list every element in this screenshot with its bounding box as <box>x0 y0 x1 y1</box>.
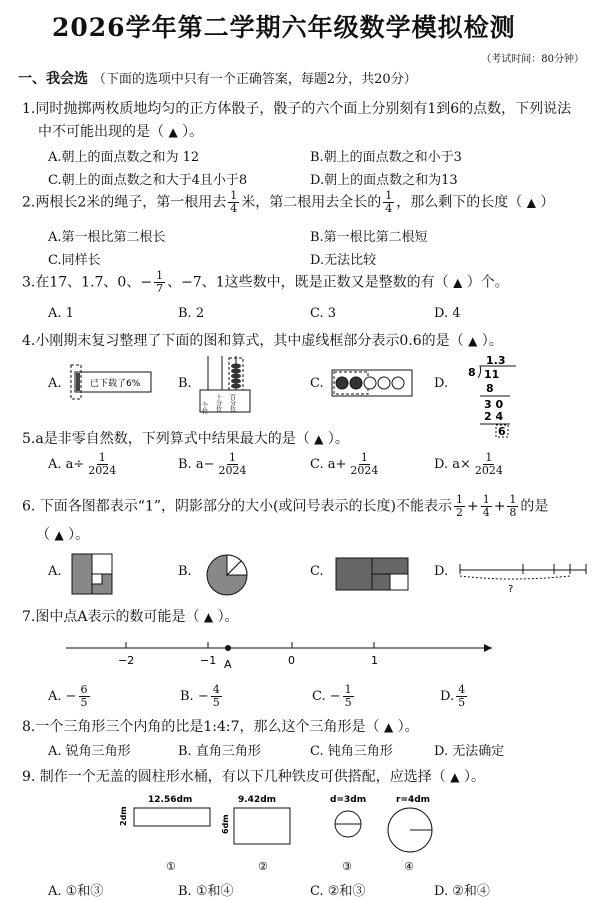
q5-option-d: D. a× $\frac{1}{2024}$ <box>434 451 503 477</box>
q4-option-b: B. <box>178 376 192 391</box>
svg-text:11: 11 <box>484 368 500 381</box>
q4-stem: 4.小刚期末复习整理了下面的图和算式，其中虚线框部分表示0.6的是（ ▲ ）。 <box>22 333 503 349</box>
svg-text:9.42dm: 9.42dm <box>238 795 277 805</box>
q6-stem-line1: 6. 下面各图都表示“1”，阴影部分的大小(或问号表示的长度)不能表示 $\frac{1}{2}$ + $\frac{1}{4}$ + $\frac{1}{8}$ 的是 <box>22 493 549 519</box>
q4-option-c: C. <box>310 376 324 391</box>
q1-option-d: D.朝上的面点数之和为13 <box>310 173 458 188</box>
q4-figure-a-text: 已下载了6% <box>90 379 141 389</box>
q9-label-2: ② <box>258 860 268 873</box>
q8-option-d: D. 无法确定 <box>434 744 505 759</box>
svg-text:个位: 个位 <box>200 402 208 414</box>
q6-option-c: C. <box>310 564 324 579</box>
q9-stem: 9. 制作一个无盖的圆柱形水桶，有以下几种铁皮可供搭配，应选择（ ▲ ）。 <box>22 769 485 785</box>
q2-option-a: A.第一根比第二根长 <box>48 230 166 245</box>
q4-figure-long-division <box>462 352 524 438</box>
answer-marker: ▲ <box>383 720 394 734</box>
q7-tick-label: 1 <box>371 654 378 667</box>
q2-fraction-2: $\frac{1}{4}$ <box>385 189 393 215</box>
q1-stem-line2: 中不可能出现的是（ ▲ ）。 <box>38 124 204 140</box>
q8-option-b: B. 直角三角形 <box>178 744 261 759</box>
svg-text:百分位: 百分位 <box>228 394 236 412</box>
q5-option-a: A. a÷ $\frac{1}{2024}$ <box>48 451 117 477</box>
q5-stem: 5.a是非零自然数，下列算式中结果最大的是（ ▲ ）。 <box>22 431 349 447</box>
exam-time-note: （考试时间：80分钟） <box>481 54 584 65</box>
q1-option-b: B.朝上的面点数之和小于3 <box>310 150 462 165</box>
q1-option-c: C.朝上的面点数之和大于4且小于8 <box>48 173 248 188</box>
answer-marker: ▲ <box>526 195 536 210</box>
q7-tick-label: −2 <box>118 654 135 667</box>
q7-number-line <box>60 636 500 672</box>
q5-option-b: B. a− $\frac{1}{2024}$ <box>178 451 247 477</box>
svg-text:2 4: 2 4 <box>484 410 504 423</box>
answer-marker: ▲ <box>314 432 324 446</box>
q2-option-c: C.同样长 <box>48 253 101 268</box>
svg-text:3 0: 3 0 <box>484 398 504 411</box>
q4-figure-abacus <box>196 352 254 414</box>
answer-marker: ▲ <box>54 528 64 542</box>
svg-text:d=3dm: d=3dm <box>330 795 367 805</box>
q7-option-c: C. − $\frac{1}{5}$ <box>312 683 352 709</box>
q6-option-b: B. <box>178 564 192 579</box>
svg-text:?: ? <box>508 584 514 595</box>
svg-text:12.56dm: 12.56dm <box>148 795 193 805</box>
q3-stem: 3.在17、1.7、0、− $\frac{1}{7}$ 、−7、1这些数中，既是正数又是整数的有（ ▲ ）个。 <box>22 269 509 295</box>
svg-text:十分位: 十分位 <box>214 394 222 412</box>
answer-marker: ▲ <box>168 125 178 139</box>
answer-marker: ▲ <box>450 770 460 784</box>
q4-option-a: A. <box>48 376 62 391</box>
q3-fraction: $\frac{1}{7}$ <box>156 269 164 295</box>
q3-option-d: D. 4 <box>434 306 461 321</box>
answer-marker: ▲ <box>453 275 463 290</box>
q7-tick-label: −1 <box>200 654 217 667</box>
q9-option-a: A. ①和③ <box>48 884 104 899</box>
q6-figure-square <box>70 552 114 596</box>
svg-text:8: 8 <box>468 366 476 379</box>
svg-text:2dm: 2dm <box>119 806 128 826</box>
page-title: 2026学年第二学期六年级数学模拟检测 <box>52 13 516 42</box>
q2-fraction-1: $\frac{1}{4}$ <box>230 189 238 215</box>
q3-option-a: A. 1 <box>48 306 74 321</box>
q1-stem-line1: 1.同时抛掷两枚质地均匀的正方体骰子，骰子的六个面上分别刻有1到6的点数，下列说法 <box>22 101 572 117</box>
q9-option-c: C. ②和③ <box>310 884 366 899</box>
q9-label-3: ③ <box>342 860 352 873</box>
q9-label-4: ④ <box>404 860 414 873</box>
q4-figure-progress-bar <box>68 362 154 402</box>
q5-option-c: C. a+ $\frac{1}{2024}$ <box>310 451 379 477</box>
section-title: 一、我会选 <box>18 71 88 87</box>
q1-option-a: A.朝上的面点数之和为 12 <box>48 150 200 165</box>
q6-figure-circle <box>204 552 250 598</box>
q7-point-label: A <box>224 658 232 671</box>
q6-option-d: D. <box>434 564 449 579</box>
section-note: （下面的选项中只有一个正确答案，每题2分，共20分） <box>92 72 417 87</box>
svg-text:6dm: 6dm <box>221 814 230 834</box>
q9-sheet-options-figure <box>112 792 462 874</box>
svg-text:1.3: 1.3 <box>486 354 506 367</box>
svg-text:6: 6 <box>498 425 506 438</box>
q8-option-c: C. 钝角三角形 <box>310 744 393 759</box>
q6-figure-rectangle <box>334 556 410 592</box>
q7-option-a: A. − $\frac{6}{5}$ <box>48 683 88 709</box>
svg-text:r=4dm: r=4dm <box>396 795 431 805</box>
answer-marker: ▲ <box>203 610 214 624</box>
q2-option-b: B.第一根比第二根短 <box>310 230 428 245</box>
answer-marker: ▲ <box>468 334 478 348</box>
q8-option-a: A. 锐角三角形 <box>48 744 131 759</box>
q6-option-a: A. <box>48 564 62 579</box>
q8-stem: 8.一个三角形三个内角的比是1:4:7，那么这个三角形是（ ▲ ）。 <box>22 719 419 735</box>
svg-text:8: 8 <box>486 382 494 395</box>
q6-figure-segment <box>456 560 590 596</box>
q3-option-b: B. 2 <box>178 306 205 321</box>
section-heading <box>18 68 417 88</box>
q4-option-d: D. <box>434 376 449 391</box>
q3-option-c: C. 3 <box>310 306 337 321</box>
q6-stem-line2: （ ▲ ）。 <box>36 527 90 543</box>
q2-stem: 2.两根长2米的绳子，第一根用去 $\frac{1}{4}$ 米，第二根用去全长的 $\frac{1}{4}$ ，那么剩下的长度（ ▲ ） <box>22 189 555 215</box>
q7-option-b: B. − $\frac{4}{5}$ <box>180 683 220 709</box>
q2-option-d: D.无法比较 <box>310 253 377 268</box>
q9-label-1: ① <box>166 860 176 873</box>
q7-option-d: D. $\frac{4}{5}$ <box>440 683 466 709</box>
q9-option-b: B. ①和④ <box>178 884 234 899</box>
q4-figure-circles <box>330 368 414 398</box>
q7-stem: 7.图中点A表示的数可能是（ ▲ ）。 <box>22 609 239 625</box>
q9-option-d: D. ②和④ <box>434 884 490 899</box>
q7-tick-label: 0 <box>288 654 295 667</box>
